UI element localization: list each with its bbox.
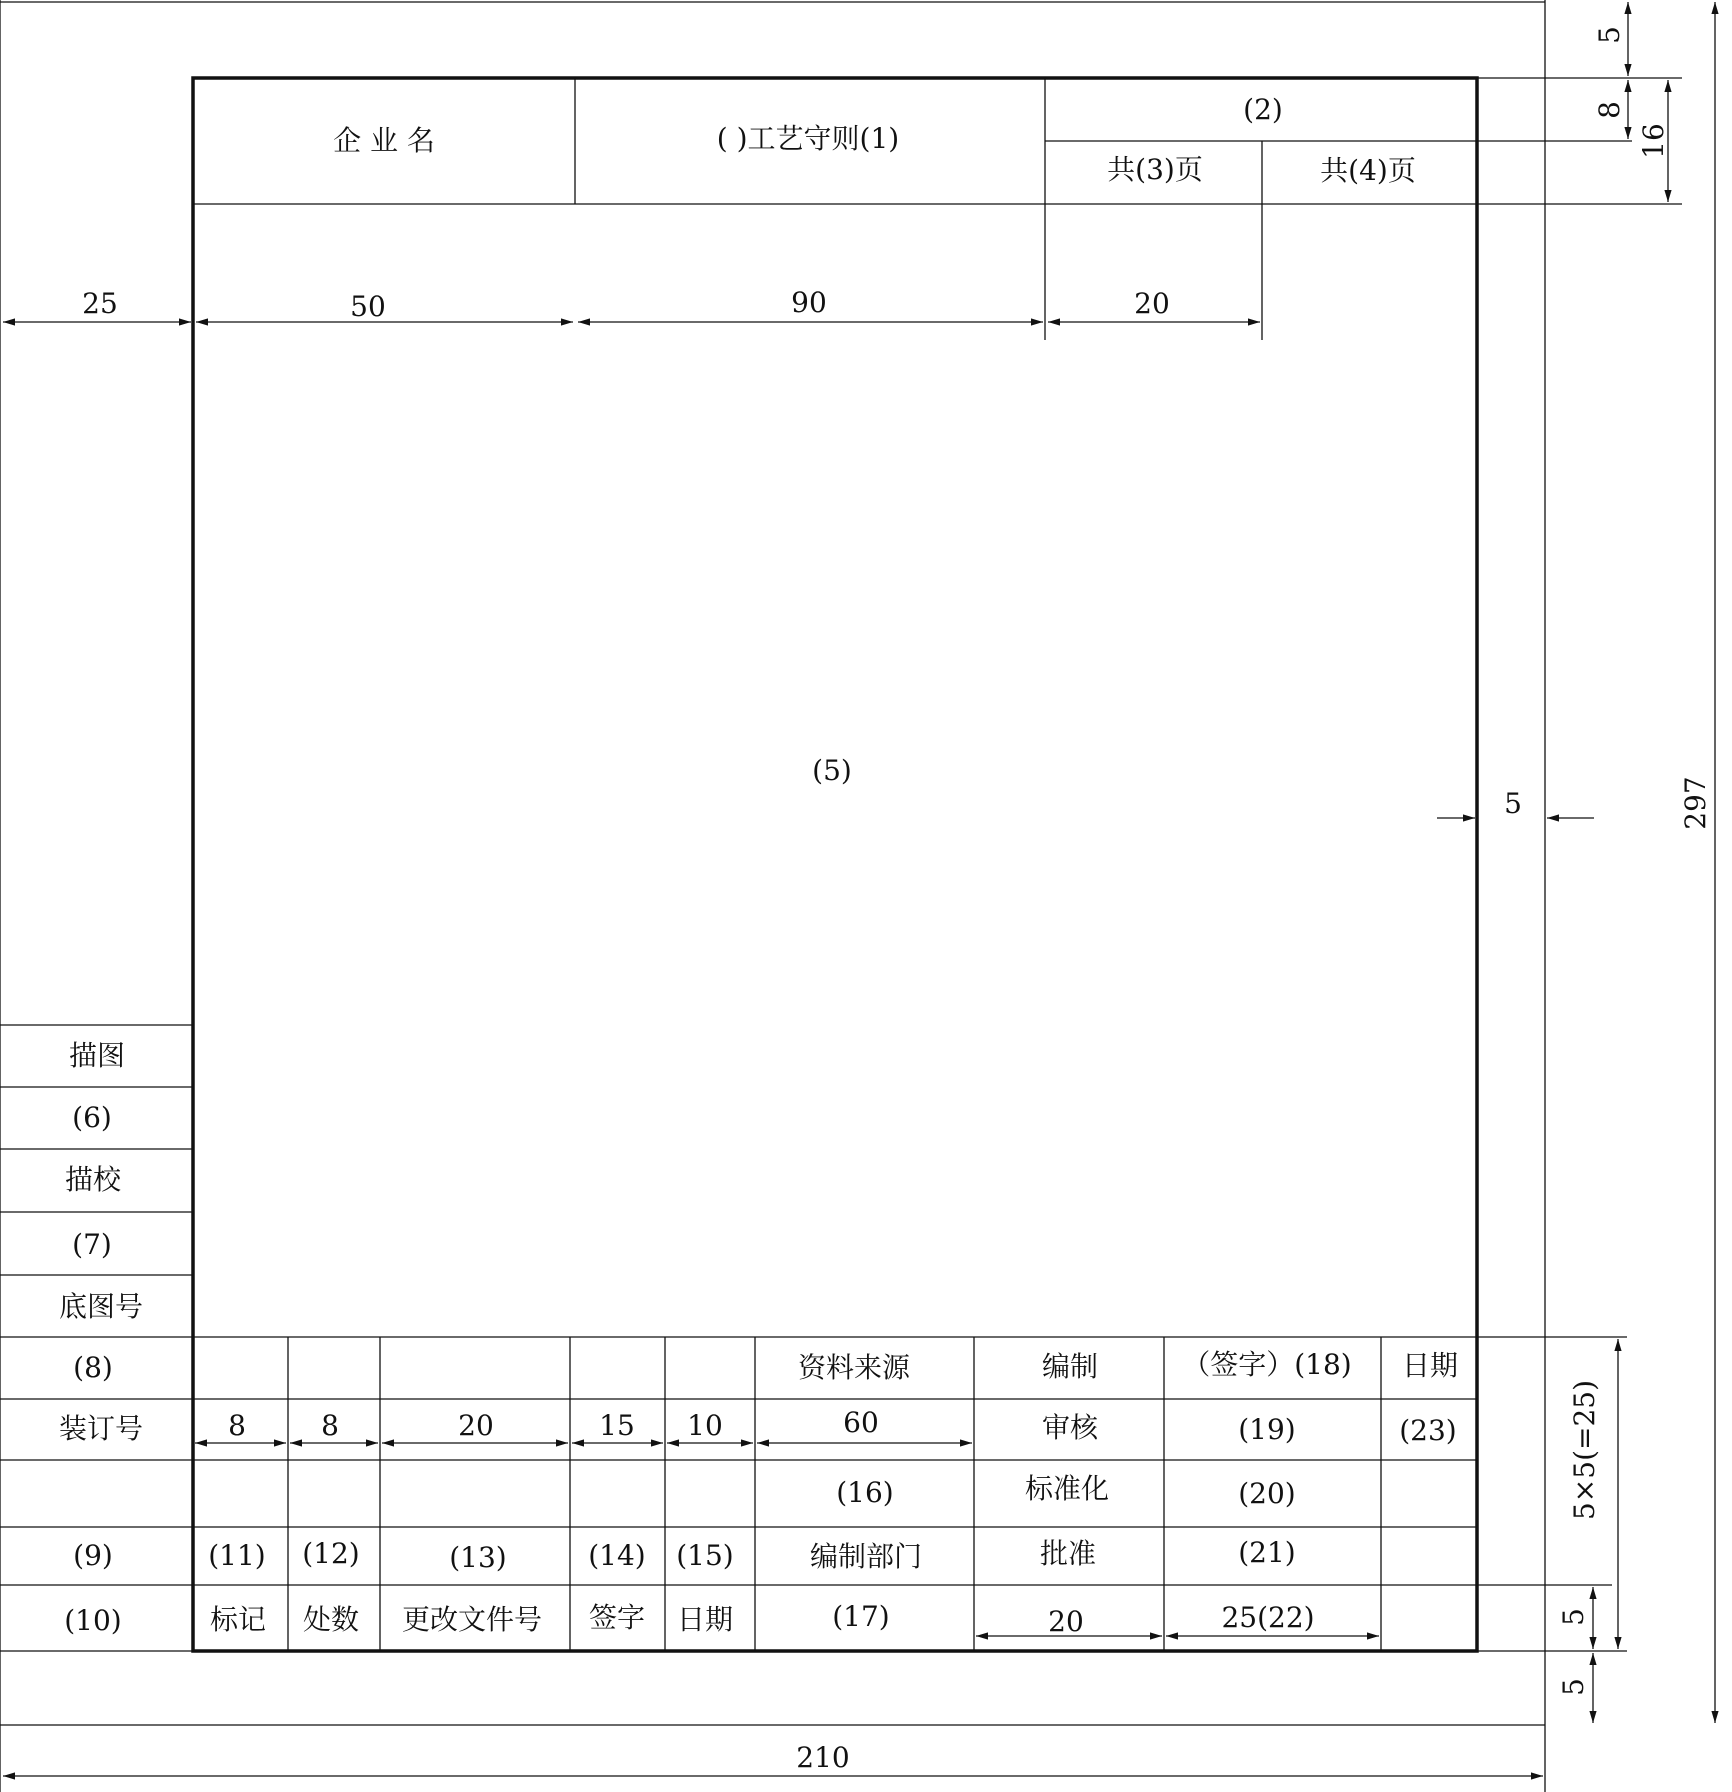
date-label: 日期 [1401,1349,1459,1382]
side-binding-val: (9) [73,1539,113,1572]
side-binding-no: 装订号 [58,1412,144,1445]
dim-bottom-row5: 5 [1557,1608,1590,1626]
side-base-val: (8) [73,1351,113,1384]
dim-height: 297 [1679,776,1712,830]
change-header: 更改文件号 [401,1603,543,1636]
dim-rows: 5×5(=25) [1568,1379,1601,1521]
change-header: 签字 [588,1601,646,1634]
change-ref: (14) [588,1539,646,1572]
width-label: 8 [228,1409,246,1442]
change-ref: (11) [208,1539,266,1572]
dim-right5: 5 [1504,787,1522,820]
rule-code: (2) [1243,93,1283,126]
company-name: 企 业 名 [333,124,435,157]
compiling-dept: 编制部门 [809,1540,923,1573]
rule-title: ( )工艺守则(1) [716,122,900,155]
approve-ref: (21) [1238,1536,1296,1569]
dim-top8: 8 [1593,101,1626,119]
approve-label: 批准 [1039,1537,1097,1570]
width-label: 10 [687,1409,723,1442]
dim-col90: 90 [791,286,827,319]
side-trace-val: (6) [72,1101,112,1134]
dim-width: 210 [796,1741,850,1774]
review-label: 审核 [1041,1411,1099,1444]
date-ref: (23) [1399,1414,1457,1447]
side-extra: (10) [64,1604,122,1637]
change-ref: (13) [449,1541,507,1574]
dim-bottom5: 5 [1557,1678,1590,1696]
standardize-label: 标准化 [1024,1472,1110,1505]
dept-ref: (17) [832,1600,890,1633]
page-number: 共(4)页 [1320,154,1416,187]
dim-top5: 5 [1593,26,1626,44]
review-ref: (19) [1238,1413,1296,1446]
side-base-no: 底图号 [58,1290,144,1323]
side-trace: 描图 [68,1039,126,1072]
change-ref: (12) [302,1537,360,1570]
width-label: 20 [458,1409,494,1442]
dim-top16: 16 [1637,123,1670,159]
change-header: 标记 [209,1603,267,1636]
signature-label: （签字）(18) [1182,1348,1352,1381]
compile-label: 编制 [1041,1350,1099,1383]
source-ref: (16) [836,1476,894,1509]
total-pages: 共(3)页 [1107,153,1203,186]
change-ref: (15) [676,1539,734,1572]
side-check: 描校 [64,1163,122,1196]
dim-col20: 20 [1134,287,1170,320]
width-label: 20 [1048,1605,1084,1638]
dim-col50: 50 [350,290,386,323]
width-label: 60 [843,1406,879,1439]
width-label: 25(22) [1221,1601,1315,1634]
standardize-ref: (20) [1238,1477,1296,1510]
change-header: 处数 [302,1603,360,1636]
source-label: 资料来源 [797,1351,911,1384]
width-label: 15 [599,1409,635,1442]
side-check-val: (7) [72,1228,112,1261]
dim-left-margin: 25 [82,287,118,320]
body-area-label: (5) [812,754,852,787]
width-label: 8 [321,1409,339,1442]
change-header: 日期 [676,1603,734,1636]
